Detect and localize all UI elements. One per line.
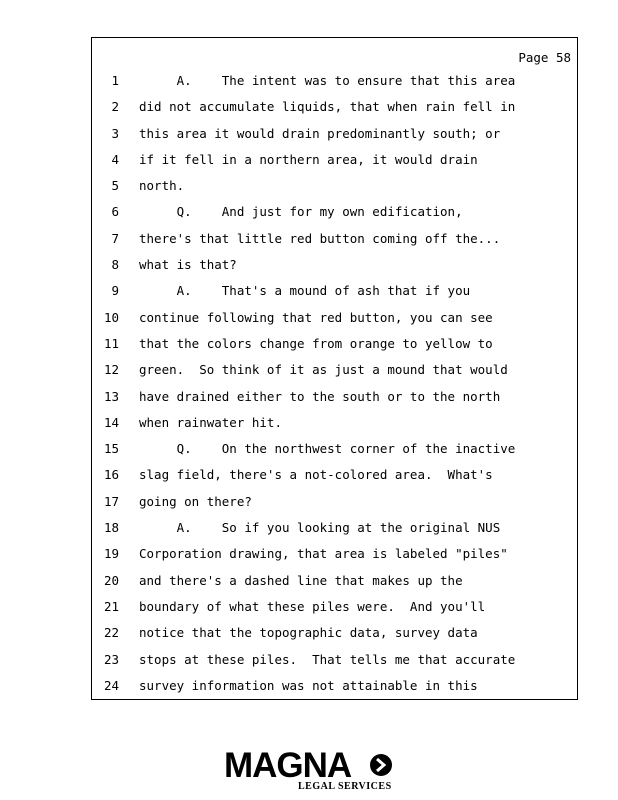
transcript-line bbox=[92, 310, 577, 336]
line-number: 1 bbox=[111, 73, 119, 88]
transcript-line bbox=[92, 625, 577, 651]
line-text: A. So if you looking at the original NUS bbox=[139, 520, 501, 536]
line-number: 17 bbox=[103, 493, 119, 509]
transcript-line bbox=[92, 520, 577, 546]
line-number: 22 bbox=[103, 625, 119, 641]
transcript-line bbox=[92, 546, 577, 572]
line-number: 5 bbox=[111, 178, 119, 194]
line-number: 2 bbox=[111, 99, 119, 115]
line-number: 13 bbox=[103, 388, 119, 404]
logo-wordmark: MAGNA bbox=[224, 746, 352, 785]
line-text: A. The intent was to ensure that this area bbox=[139, 73, 516, 88]
line-text: did not accumulate liquids, that when rain fell in bbox=[139, 99, 516, 115]
line-text: if it fell in a northern area, it would drain bbox=[139, 151, 478, 167]
line-text: stops at these piles. That tells me that accurate bbox=[139, 651, 516, 667]
line-number: 18 bbox=[103, 520, 119, 536]
line-text: north. bbox=[139, 178, 185, 194]
transcript-line bbox=[92, 73, 577, 99]
transcript-line bbox=[92, 178, 577, 204]
line-text: Corporation drawing, that area is labeled "piles" bbox=[139, 546, 508, 562]
line-number: 20 bbox=[103, 572, 119, 588]
line-text: slag field, there's a not-colored area. What's bbox=[139, 467, 493, 483]
line-number: 21 bbox=[103, 598, 119, 614]
transcript-lines bbox=[92, 73, 577, 704]
line-number: 24 bbox=[103, 677, 119, 693]
line-number: 23 bbox=[103, 651, 119, 667]
line-number: 3 bbox=[111, 125, 119, 141]
line-number: 6 bbox=[111, 204, 119, 220]
line-text: green. So think of it as just a mound that would bbox=[139, 362, 508, 378]
line-text: continue following that red button, you can see bbox=[139, 309, 493, 325]
line-text: what is that? bbox=[139, 257, 237, 273]
line-text: going on there? bbox=[139, 493, 252, 509]
line-number: 16 bbox=[103, 467, 119, 483]
transcript-page bbox=[91, 37, 578, 700]
transcript-line bbox=[92, 467, 577, 493]
line-text: and there's a dashed line that makes up the bbox=[139, 572, 463, 588]
line-number: 14 bbox=[103, 414, 119, 430]
line-number: 10 bbox=[103, 309, 119, 325]
line-number: 12 bbox=[103, 362, 119, 378]
line-text: have drained either to the south or to the north bbox=[139, 388, 501, 404]
line-number: 8 bbox=[111, 257, 119, 273]
transcript-line bbox=[92, 257, 577, 283]
transcript-line bbox=[92, 415, 577, 441]
transcript-line bbox=[92, 126, 577, 152]
logo-subtitle: LEGAL SERVICES bbox=[298, 781, 392, 792]
line-number: 4 bbox=[111, 151, 119, 167]
line-text: that the colors change from orange to yellow to bbox=[139, 335, 493, 351]
line-number: 9 bbox=[111, 283, 119, 299]
transcript-line bbox=[92, 231, 577, 257]
line-number: 19 bbox=[103, 546, 119, 562]
page-number: Page 58 bbox=[518, 50, 571, 65]
line-text: A. That's a mound of ash that if you bbox=[139, 283, 471, 299]
transcript-line bbox=[92, 283, 577, 309]
line-text: when rainwater hit. bbox=[139, 414, 282, 430]
transcript-line bbox=[92, 99, 577, 125]
line-text: Q. And just for my own edification, bbox=[139, 204, 463, 220]
line-text: Q. On the northwest corner of the inactive bbox=[139, 441, 516, 457]
transcript-line bbox=[92, 389, 577, 415]
line-text: boundary of what these piles were. And you'll bbox=[139, 598, 486, 614]
transcript-line bbox=[92, 204, 577, 230]
transcript-line bbox=[92, 441, 577, 467]
line-text: notice that the topographic data, survey data bbox=[139, 625, 478, 641]
line-number: 7 bbox=[111, 230, 119, 246]
circle-arrow-icon bbox=[369, 753, 393, 777]
magna-logo bbox=[224, 748, 399, 796]
line-text: survey information was not attainable in this bbox=[139, 677, 478, 693]
line-number: 11 bbox=[103, 335, 119, 351]
transcript-line bbox=[92, 599, 577, 625]
transcript-line bbox=[92, 573, 577, 599]
line-text: there's that little red button coming off the... bbox=[139, 230, 501, 246]
transcript-line bbox=[92, 678, 577, 704]
transcript-line bbox=[92, 652, 577, 678]
transcript-line bbox=[92, 494, 577, 520]
transcript-line bbox=[92, 362, 577, 388]
transcript-line bbox=[92, 336, 577, 362]
line-number: 15 bbox=[103, 441, 119, 457]
transcript-line bbox=[92, 152, 577, 178]
line-text: this area it would drain predominantly south; or bbox=[139, 125, 501, 141]
